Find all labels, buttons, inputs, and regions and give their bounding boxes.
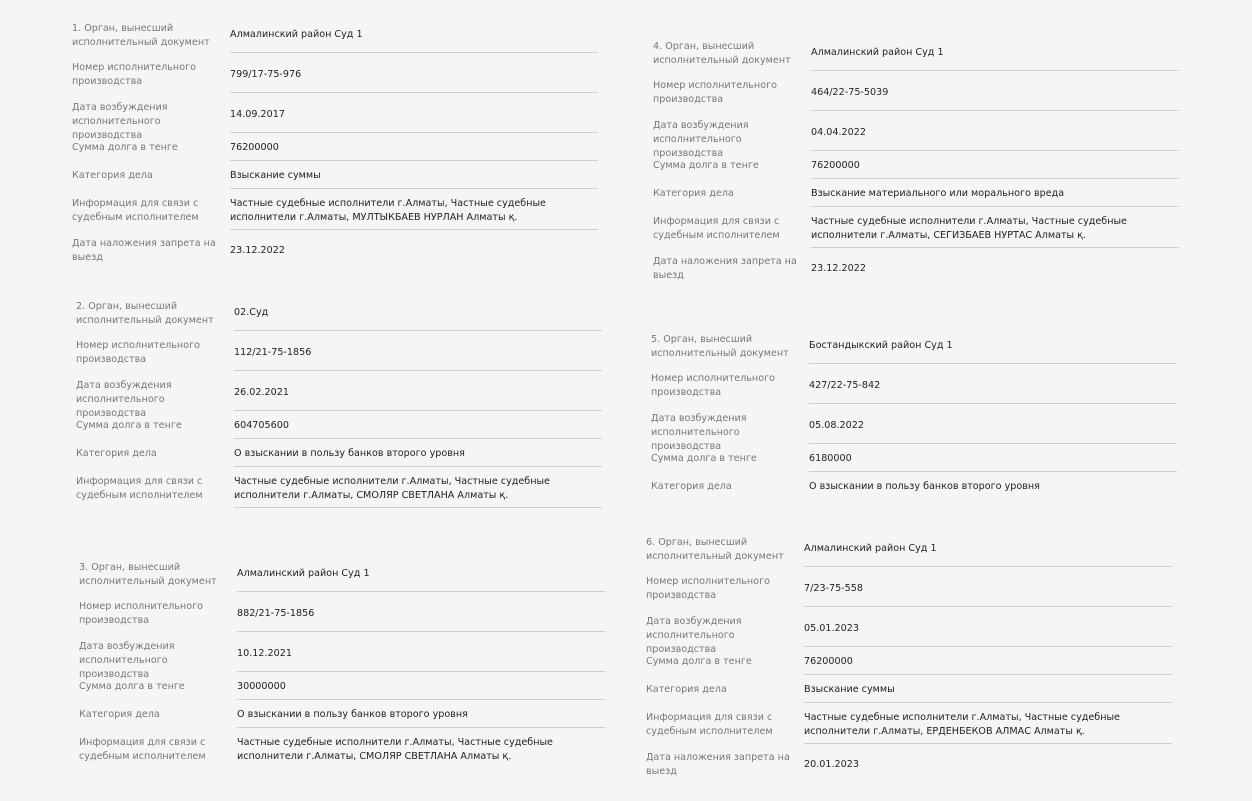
number-value: 112/21-75-1856: [234, 347, 312, 358]
amount-value: 76200000: [811, 160, 860, 171]
divider: [804, 674, 1172, 675]
divider: [230, 188, 598, 189]
field-label: Номер исполнительного производства: [646, 576, 770, 601]
divider: [234, 370, 602, 371]
field-label: Дата возбуждения исполнительного производства: [651, 413, 747, 452]
divider: [237, 671, 605, 672]
category-value: О взыскании в пользу банков второго уровня: [234, 448, 465, 459]
label-text: Орган, вынесший исполнительный документ: [76, 301, 214, 326]
divider: [237, 631, 605, 632]
field-label: Категория дела: [76, 448, 157, 459]
divider: [811, 70, 1179, 71]
field-label: Сумма долга в тенге: [651, 453, 757, 464]
amount-value: 6180000: [809, 453, 852, 464]
divider: [230, 92, 598, 93]
field-label: Номер исполнительного производства: [651, 373, 775, 398]
date-start-value: 05.01.2023: [804, 623, 859, 634]
divider: [809, 471, 1177, 472]
label-text: Орган, вынесший исполнительный документ: [646, 537, 784, 562]
field-label: Дата наложения запрета на выезд: [646, 752, 790, 777]
field-label: Категория дела: [646, 684, 727, 695]
number-value: 7/23-75-558: [804, 583, 863, 594]
field-label: Номер исполнительного производства: [653, 80, 777, 105]
divider: [804, 646, 1172, 647]
ban-date-value: 20.01.2023: [804, 759, 859, 770]
record-number: 4.: [653, 41, 663, 52]
divider: [230, 229, 598, 230]
field-label: Сумма долга в тенге: [72, 142, 178, 153]
contact-value: Частные судебные исполнители г.Алматы, Частные судебные исполнители г.Алматы, СМОЛЯР СВЕТЛАНА Алматы қ.: [237, 737, 553, 762]
divider: [811, 247, 1179, 248]
divider: [804, 566, 1172, 567]
field-label: Дата возбуждения исполнительного производства: [72, 102, 168, 141]
divider: [804, 702, 1172, 703]
divider: [237, 591, 605, 592]
label-text: Орган, вынесший исполнительный документ: [653, 41, 791, 66]
organ-value: Алмалинский район Суд 1: [237, 568, 370, 579]
label-text: Орган, вынесший исполнительный документ: [651, 334, 789, 359]
contact-value: Частные судебные исполнители г.Алматы, Частные судебные исполнители г.Алматы, МУЛТЫКБАЕВ НУРЛАН Алматы қ.: [230, 198, 546, 223]
date-start-value: 05.08.2022: [809, 420, 864, 431]
divider: [809, 443, 1177, 444]
divider: [237, 727, 605, 728]
date-start-value: 10.12.2021: [237, 648, 292, 659]
organ-value: Бостандыкский район Суд 1: [809, 340, 953, 351]
field-label: Дата возбуждения исполнительного производства: [79, 641, 175, 680]
field-label: Дата наложения запрета на выезд: [72, 238, 216, 263]
field-label: Сумма долга в тенге: [646, 656, 752, 667]
field-label: Дата возбуждения исполнительного производства: [653, 120, 749, 159]
field-label: Категория дела: [651, 481, 732, 492]
divider: [230, 132, 598, 133]
number-value: 882/21-75-1856: [237, 608, 315, 619]
field-label: Дата наложения запрета на выезд: [653, 256, 797, 281]
organ-value: Алмалинский район Суд 1: [804, 543, 937, 554]
category-value: Взыскание суммы: [804, 684, 895, 695]
field-label: Сумма долга в тенге: [653, 160, 759, 171]
contact-value: Частные судебные исполнители г.Алматы, Частные судебные исполнители г.Алматы, ЕРДЕНБЕКОВ АЛМАС Алматы қ.: [804, 712, 1120, 737]
divider: [811, 206, 1179, 207]
category-value: Взыскание суммы: [230, 170, 321, 181]
ban-date-value: 23.12.2022: [230, 245, 285, 256]
category-value: Взыскание материального или морального вреда: [811, 188, 1065, 199]
divider: [811, 110, 1179, 111]
field-label: [651, 333, 801, 361]
category-value: О взыскании в пользу банков второго уровня: [809, 481, 1040, 492]
field-label: Категория дела: [72, 170, 153, 181]
field-label: Категория дела: [79, 709, 160, 720]
field-label: Категория дела: [653, 188, 734, 199]
field-label: [76, 300, 226, 328]
field-label: [646, 536, 796, 564]
label-text: Орган, вынесший исполнительный документ: [72, 23, 210, 48]
divider: [234, 410, 602, 411]
divider: [230, 160, 598, 161]
organ-value: Алмалинский район Суд 1: [230, 29, 363, 40]
field-label: [653, 40, 803, 68]
divider: [811, 150, 1179, 151]
contact-value: Частные судебные исполнители г.Алматы, Частные судебные исполнители г.Алматы, СМОЛЯР СВЕТЛАНА Алматы қ.: [234, 476, 550, 501]
field-label: [79, 561, 229, 589]
amount-value: 76200000: [804, 656, 853, 667]
amount-value: 30000000: [237, 681, 286, 692]
divider: [234, 507, 602, 508]
divider: [804, 606, 1172, 607]
divider: [809, 403, 1177, 404]
divider: [811, 178, 1179, 179]
field-label: Информация для связи с судебным исполнителем: [72, 198, 199, 223]
date-start-value: 04.04.2022: [811, 127, 866, 138]
label-text: Орган, вынесший исполнительный документ: [79, 562, 217, 587]
date-start-value: 26.02.2021: [234, 387, 289, 398]
field-label: Номер исполнительного производства: [76, 340, 200, 365]
date-start-value: 14.09.2017: [230, 109, 285, 120]
divider: [230, 52, 598, 53]
field-label: Дата возбуждения исполнительного производства: [76, 380, 172, 419]
divider: [237, 699, 605, 700]
number-value: 464/22-75-5039: [811, 87, 889, 98]
field-label: Номер исполнительного производства: [79, 601, 203, 626]
divider: [809, 363, 1177, 364]
ban-date-value: 23.12.2022: [811, 263, 866, 274]
divider: [804, 743, 1172, 744]
field-label: [72, 22, 222, 50]
number-value: 427/22-75-842: [809, 380, 881, 391]
divider: [234, 466, 602, 467]
record-number: 1.: [72, 23, 82, 34]
field-label: Номер исполнительного производства: [72, 62, 196, 87]
amount-value: 604705600: [234, 420, 289, 431]
number-value: 799/17-75-976: [230, 69, 302, 80]
field-label: Информация для связи с судебным исполнителем: [646, 712, 773, 737]
contact-value: Частные судебные исполнители г.Алматы, Частные судебные исполнители г.Алматы, СЕГИЗБАЕВ НУРТАС Алматы қ.: [811, 216, 1127, 241]
record-number: 6.: [646, 537, 656, 548]
divider: [234, 330, 602, 331]
field-label: Информация для связи с судебным исполнителем: [653, 216, 780, 241]
record-number: 2.: [76, 301, 86, 312]
divider: [234, 438, 602, 439]
category-value: О взыскании в пользу банков второго уровня: [237, 709, 468, 720]
field-label: Информация для связи с судебным исполнителем: [76, 476, 203, 501]
organ-value: 02.Суд: [234, 307, 269, 318]
field-label: Сумма долга в тенге: [79, 681, 185, 692]
organ-value: Алмалинский район Суд 1: [811, 47, 944, 58]
field-label: Дата возбуждения исполнительного производства: [646, 616, 742, 655]
record-number: 3.: [79, 562, 89, 573]
field-label: Информация для связи с судебным исполнителем: [79, 737, 206, 762]
field-label: Сумма долга в тенге: [76, 420, 182, 431]
amount-value: 76200000: [230, 142, 279, 153]
record-number: 5.: [651, 334, 661, 345]
